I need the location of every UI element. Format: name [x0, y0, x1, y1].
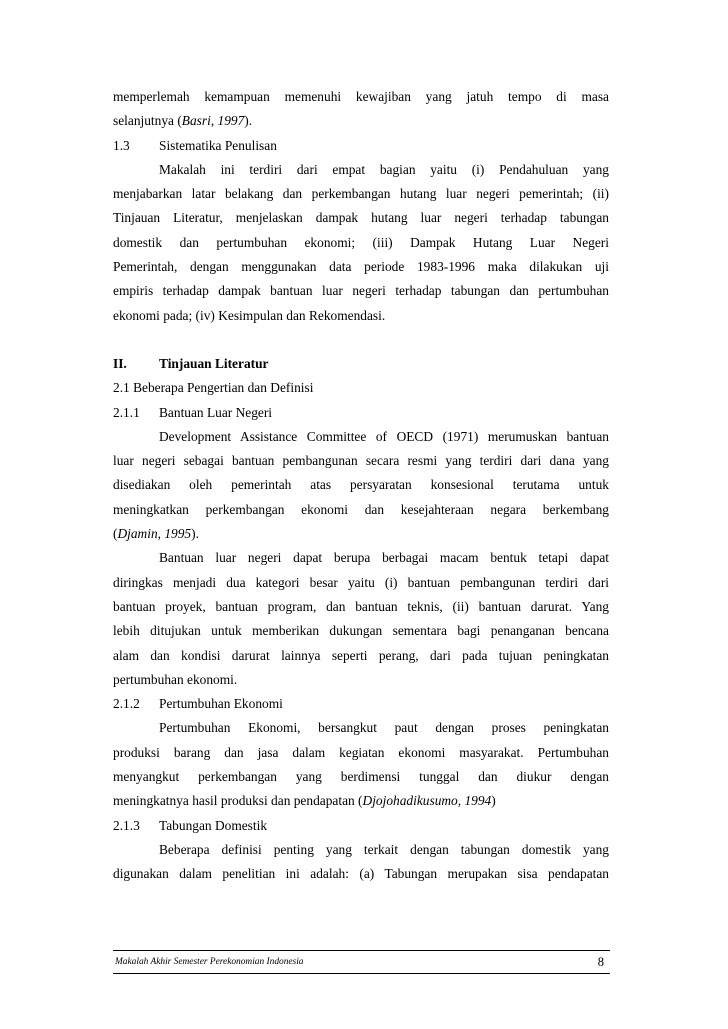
- paragraph-line: menjabarkan latar belakang dan perkembangan hutang luar negeri pemerintah; (ii): [113, 186, 609, 202]
- paragraph-line: pertumbuhan ekonomi.: [113, 671, 238, 687]
- section-number: 2.1.3: [113, 817, 140, 833]
- section-heading: [113, 134, 609, 158]
- paragraph-line: produksi barang dan jasa dalam kegiatan ekonomi masyarakat. Pertumbuhan: [113, 744, 609, 760]
- section-heading: [113, 814, 609, 838]
- section-title: Pertumbuhan Ekonomi: [159, 696, 283, 712]
- paragraph-line: alam dan kondisi darurat lainnya seperti perang, dari pada tujuan peningkatan: [113, 647, 609, 663]
- paragraph-line: [113, 109, 609, 133]
- paragraph-line: [113, 789, 609, 813]
- section-number: 2.1.2: [113, 696, 140, 712]
- footer-title: Makalah Akhir Semester Perekonomian Indonesia: [115, 957, 304, 967]
- paragraph-line: domestik dan pertumbuhan ekonomi; (iii) Dampak Hutang Luar Negeri: [113, 234, 609, 250]
- paragraph-line: memperlemah kemampuan memenuhi kewajiban yang jatuh tempo di masa: [113, 89, 609, 104]
- paragraph-line: Pemerintah, dengan menggunakan data periode 1983-1996 maka dilakukan uji: [113, 259, 609, 275]
- paragraph-intro: [113, 85, 609, 134]
- paragraph-line: Tinjauan Literatur, menjelaskan dampak hutang luar negeri terhadap tabungan: [113, 210, 609, 226]
- chapter-number: II.: [113, 355, 127, 371]
- section-title: Tabungan Domestik: [159, 817, 268, 833]
- section-number: 1.3: [113, 137, 130, 153]
- text-run: ): [491, 793, 496, 809]
- paragraph-line: luar negeri sebagai bantuan pembangunan secara resmi yang terdiri dari dana yang: [113, 453, 609, 469]
- section-number: 2.1.1: [113, 404, 140, 420]
- section-2-1-3: [113, 814, 609, 887]
- citation: Basri, 1997: [181, 113, 245, 129]
- paragraph-line: disediakan oleh pemerintah atas persyaratan konsesional terutama untuk: [113, 477, 609, 493]
- section-heading: [113, 401, 609, 425]
- paragraph-line: Beberapa definisi penting yang terkait dengan tabungan domestik yang: [159, 841, 609, 857]
- section-1-3: [113, 134, 609, 328]
- section-2-1-1: [113, 401, 609, 693]
- chapter-heading: [113, 352, 609, 376]
- paragraph-line: diringkas menjadi dua kategori besar yaitu (i) bantuan pembangunan terdiri dari: [113, 574, 609, 590]
- text-run: ).: [191, 526, 199, 542]
- paragraph-line: lebih ditujukan untuk memberikan dukungan sementara bagi penanganan bencana: [113, 623, 609, 639]
- section-heading: 2.1 Beberapa Pengertian dan Definisi: [113, 380, 314, 396]
- paragraph-line: Development Assistance Committee of OECD (1971) merumuskan bantuan: [159, 428, 609, 444]
- text-run: selanjutnya (: [113, 113, 182, 129]
- paragraph-line: Makalah ini terdiri dari empat bagian yaitu (i) Pendahuluan yang: [159, 161, 609, 177]
- chapter-title: Tinjauan Literatur: [159, 355, 269, 371]
- paragraph-line: Pertumbuhan Ekonomi, bersangkut paut dengan proses peningkatan: [159, 720, 609, 736]
- section-heading: [113, 692, 609, 716]
- section-title: Sistematika Penulisan: [159, 137, 277, 153]
- paragraph-line: empiris terhadap dampak bantuan luar negeri terhadap tabungan dan pertumbuhan: [113, 283, 609, 299]
- section-title: Bantuan Luar Negeri: [159, 404, 273, 420]
- text-run: (: [113, 526, 118, 542]
- text-run: ).: [244, 113, 253, 129]
- section-2-1-2: [113, 692, 609, 813]
- document-page: [113, 85, 609, 887]
- page-number: 8: [597, 954, 604, 969]
- citation: Djamin, 1995: [117, 526, 192, 542]
- paragraph-line: Bantuan luar negeri dapat berupa berbagai macam bentuk tetapi dapat: [159, 550, 609, 566]
- paragraph-line: ekonomi pada; (iv) Kesimpulan dan Rekomendasi.: [113, 307, 386, 323]
- paragraph-line: menyangkut perkembangan yang berdimensi tunggal dan diukur dengan: [113, 769, 609, 785]
- text-run: meningkatnya hasil produksi dan pendapatan (: [113, 793, 363, 809]
- page-footer: [113, 950, 610, 974]
- paragraph-line: bantuan proyek, bantuan program, dan bantuan teknis, (ii) bantuan darurat. Yang: [113, 598, 609, 614]
- paragraph-line: digunakan dalam penelitian ini adalah: (a) Tabungan merupakan sisa pendapatan: [113, 866, 609, 882]
- paragraph-line: [113, 522, 609, 546]
- spacer: [113, 328, 609, 352]
- paragraph-line: meningkatkan perkembangan ekonomi dan kesejahteraan negara berkembang: [113, 501, 609, 517]
- citation: Djojohadikusumo, 1994: [362, 793, 492, 809]
